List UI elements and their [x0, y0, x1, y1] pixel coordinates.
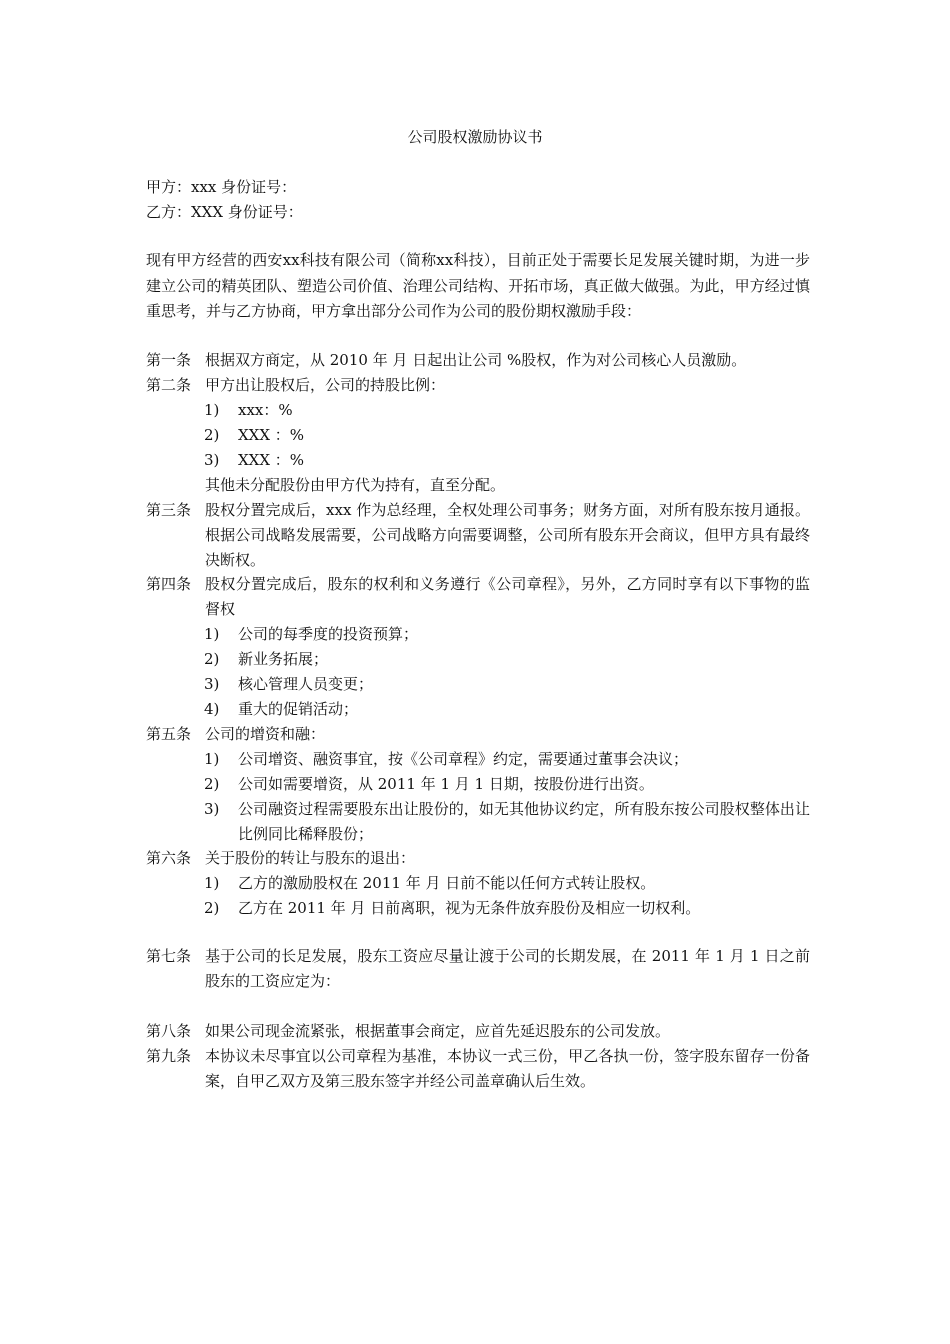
list-item-text: 核心管理人员变更；	[238, 675, 374, 693]
list-item-number: 2)	[204, 775, 220, 793]
list-item-text: 重大的促销活动；	[238, 700, 359, 718]
list-item	[204, 622, 810, 647]
list-item	[204, 772, 810, 797]
list-item-text: 公司融资过程需要股东出让股份的，如无其他协议约定，所有股东按公司股权整体出让比例同比稀释股份；	[238, 800, 810, 843]
article-note: 其他未分配股份由甲方代为持有，直至分配。	[205, 476, 506, 494]
article-text: 甲方出让股权后，公司的持股比例：	[205, 376, 446, 394]
article-text: 公司的增资和融：	[205, 725, 326, 743]
list-item	[204, 672, 810, 697]
list-item-number: 3)	[204, 451, 220, 469]
article-label: 第三条	[146, 501, 192, 519]
list-item-number: 3)	[204, 675, 220, 693]
list-item-number: 2)	[204, 650, 220, 668]
article-text: 本协议未尽事宜以公司章程为基准，本协议一式三份，甲乙各执一份，签字股东留存一份备案，自甲乙双方及第三股东签字并经公司盖章确认后生效。	[205, 1047, 810, 1090]
article-text: 股权分置完成后，xxx 作为总经理，全权处理公司事务；财务方面，对所有股东按月通报。根据公司战略发展需要，公司战略方向需要调整，公司所有股东开会商议，但甲方具有最终决断权。	[205, 501, 810, 569]
list-item-number: 4)	[204, 700, 220, 718]
list-item	[204, 423, 810, 448]
list-item-number: 1)	[204, 750, 220, 768]
article-2	[146, 373, 810, 398]
list-item	[204, 747, 810, 772]
article-label: 第一条	[146, 351, 192, 369]
article-label: 第四条	[146, 575, 192, 593]
list-item	[204, 697, 810, 722]
list-item-text: 公司增资、融资事宜，按《公司章程》约定，需要通过董事会决议；	[238, 750, 689, 768]
article-5	[146, 722, 810, 747]
list-item	[204, 797, 810, 847]
article-9	[146, 1044, 810, 1094]
list-item	[204, 398, 810, 423]
article-7	[146, 944, 810, 994]
article-text: 根据双方商定，从 2010 年 月 日起出让公司 %股权，作为对公司核心人员激励。	[205, 351, 747, 369]
list-item-number: 1)	[204, 401, 220, 419]
list-item	[204, 448, 810, 473]
list-item	[204, 647, 810, 672]
list-item	[204, 896, 810, 921]
article-label: 第八条	[146, 1022, 192, 1040]
list-item-text: XXX ：%	[238, 451, 305, 469]
article-3	[146, 498, 810, 573]
article-label: 第二条	[146, 376, 192, 394]
document-title: 公司股权激励协议书	[407, 128, 543, 146]
list-item	[204, 871, 810, 896]
list-item-number: 1)	[204, 625, 220, 643]
list-item-text: 乙方在 2011 年 月 日前离职，视为无条件放弃股份及相应一切权利。	[238, 899, 701, 917]
article-text: 基于公司的长足发展，股东工资应尽量让渡于公司的长期发展，在 2011 年 1 月 1 日之前股东的工资应定为：	[205, 947, 810, 990]
list-item-number: 3)	[204, 800, 220, 818]
article-label: 第七条	[146, 947, 192, 965]
article-8	[146, 1019, 810, 1044]
article-4	[146, 572, 810, 622]
list-item-text: xxx：%	[238, 401, 293, 419]
article-label: 第五条	[146, 725, 192, 743]
list-item-text: 公司的每季度的投资预算；	[238, 625, 419, 643]
list-item-text: XXX ：%	[238, 426, 305, 444]
list-item-text: 乙方的激励股权在 2011 年 月 日前不能以任何方式转让股权。	[238, 874, 656, 892]
article-label: 第九条	[146, 1047, 192, 1065]
party-b-line: 乙方：XXX 身份证号：	[146, 203, 303, 221]
list-item-number: 1)	[204, 874, 220, 892]
article-label: 第六条	[146, 849, 192, 867]
list-item-text: 公司如需要增资，从 2011 年 1 月 1 日期，按股份进行出资。	[238, 775, 654, 793]
article-text: 关于股份的转让与股东的退出：	[205, 849, 416, 867]
article-1	[146, 348, 810, 373]
list-item-number: 2)	[204, 899, 220, 917]
party-a-line: 甲方：xxx 身份证号：	[146, 178, 297, 196]
article-text: 如果公司现金流紧张，根据董事会商定，应首先延迟股东的公司发放。	[205, 1022, 671, 1040]
intro-paragraph: 现有甲方经营的西安xx科技有限公司（简称xx科技），目前正处于需要长足发展关键时期，为进一步建立公司的精英团队、塑造公司价值、治理公司结构、开拓市场，真正做大做强。为此，甲方经过慎重思考，并与乙方协商，甲方拿出部分公司作为公司的股份期权激励手段：	[146, 251, 810, 320]
article-6	[146, 846, 810, 871]
list-item-text: 新业务拓展；	[238, 650, 329, 668]
list-item-number: 2)	[204, 426, 220, 444]
article-text: 股权分置完成后，股东的权利和义务遵行《公司章程》，另外，乙方同时享有以下事物的监督权	[205, 575, 810, 618]
